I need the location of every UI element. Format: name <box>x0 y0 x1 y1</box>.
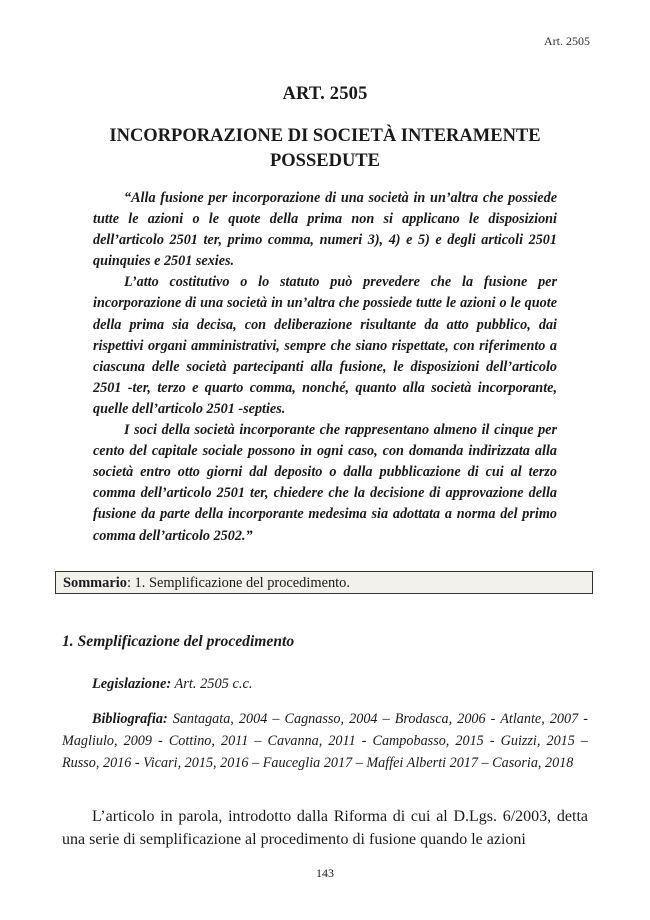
body-paragraph: L’articolo in parola, introdotto dalla Riforma di cui al D.Lgs. 6/2003, detta una serie di semplificazione al procedimento di fusione quando le azioni <box>62 808 588 848</box>
article-number: ART. 2505 <box>282 84 368 104</box>
legislation-label: Legislazione: <box>92 676 172 692</box>
quote-paragraph-1: “Alla fusione per incorporazione di una società in un’altra che possiede tutte le azioni o le quote della prima non si applicano le disposizioni dell’articolo 2501 ter, primo comma, numeri 3), 4) e 5) e degli articoli 2501 quinquies e 2501 sexies. <box>93 190 557 270</box>
quote-paragraph-3: I soci della società incorporante che rappresentano almeno il cinque per cento del capitale sociale possono in ogni caso, con domanda indirizzata alla società entro otto giorni dal deposito o dalla pubblicazione di cui al terzo comma dell’articolo 2501 ter, chiedere che la decisione di approvazione della fusione da parte della incorporante medesima sia adottata a norma del primo comma dell’articolo 2502.” <box>93 422 557 544</box>
summary-label: Sommario <box>63 575 127 591</box>
summary-box <box>55 571 593 594</box>
section-heading: 1. Semplificazione del procedimento <box>62 633 295 650</box>
bibliography-text: Santagata, 2004 – Cagnasso, 2004 – Brodasca, 2006 - Atlante, 2007 - Magliulo, 2009 - Cottino, 2011 – Cavanna, 2011 - Campobasso, 2015 - Guizzi, 2015 – Russo, 2016 - Vicari, 2015, 2016 – Fauceglia 2017 – Maffei Alberti 2017 – Casoria, 2018 <box>62 711 588 771</box>
article-title: INCORPORAZIONE DI SOCIETÀ INTERAMENTE POSSEDUTE <box>109 126 541 171</box>
bibliography-label: Bibliografia: <box>92 711 168 727</box>
page-number: 143 <box>316 866 334 880</box>
quote-paragraph-2: L’atto costitutivo o lo statuto può prevedere che la fusione per incorporazione di una società in un’altra che possiede tutte le azioni o le quote della prima sia decisa, con deliberazione risultante da atto pubblico, dai rispettivi organi amministrativi, sempre che siano rispettate, con riferimento a ciascuna delle società partecipanti alla fusione, le disposizioni dell’articolo 2501 -ter, terzo e quarto comma, nonché, quanto alla società incorporante, quelle dell’articolo 2501 -septies. <box>93 274 557 417</box>
legislation-text: Art. 2505 c.c. <box>171 676 253 692</box>
bibliography-paragraph <box>62 708 588 774</box>
article-text-quote <box>93 188 557 547</box>
summary-text: : 1. Semplificazione del procedimento. <box>126 575 350 591</box>
legislation-line <box>92 676 252 693</box>
running-header: Art. 2505 <box>544 34 590 48</box>
